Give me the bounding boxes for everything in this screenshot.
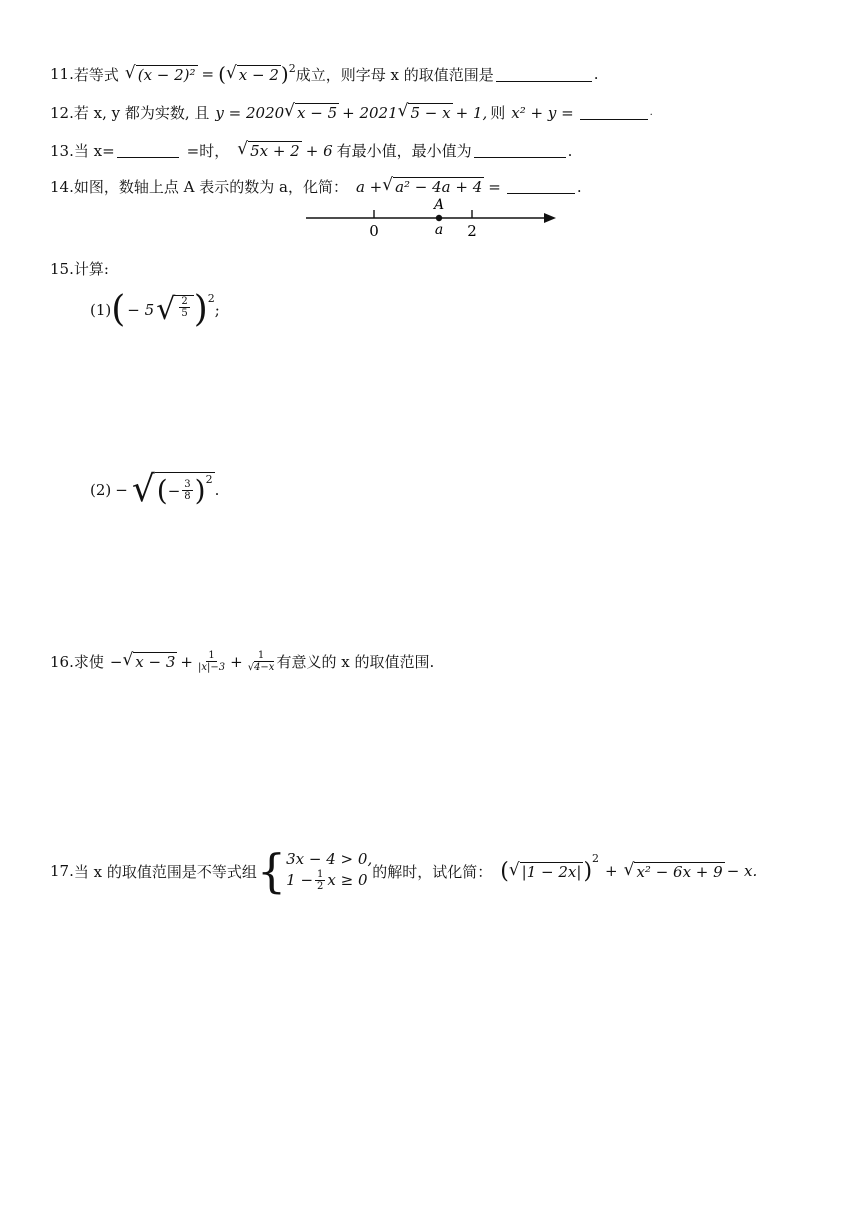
sqrt-sign: √ bbox=[623, 859, 635, 880]
sqrt-sign: √ bbox=[122, 650, 134, 670]
question-11: 11. 若等式 √ (x − 2)² = ( √ x − 2 ) $^2$ 成立，则字母 x 的取值范围是 . bbox=[50, 62, 599, 86]
q14-end: . bbox=[576, 177, 582, 196]
q12-radical-1 bbox=[284, 103, 339, 122]
q12-radical-2 bbox=[398, 103, 453, 122]
q15-text: 计算: bbox=[73, 260, 109, 278]
q16-f2-den: 4−x bbox=[254, 662, 275, 673]
q17-plus: + bbox=[605, 862, 618, 880]
q17-inequality-system bbox=[286, 850, 372, 893]
q13-min-blank[interactable] bbox=[474, 143, 566, 158]
q15-p2-den: 8 bbox=[184, 491, 191, 502]
q16-f1-den: |x|−3 bbox=[197, 662, 226, 673]
q15-p1-num: 2 bbox=[181, 296, 188, 307]
q12-target: x² + y = bbox=[511, 103, 574, 122]
q15-part-1: (1) ( − 5 √ $\frac{2}{5}$ ) $^2$ ; bbox=[90, 289, 220, 330]
q15-p2-end: . bbox=[214, 481, 220, 499]
sqrt-sign: √ bbox=[508, 859, 520, 880]
q11-right-radical bbox=[225, 62, 281, 84]
q13-end: . bbox=[567, 141, 573, 160]
number-line-figure bbox=[300, 192, 562, 242]
q16-f1-num: 1 bbox=[208, 650, 215, 661]
q13-post: 有最小值，最小值为 bbox=[336, 142, 472, 160]
q15-p2-fraction bbox=[182, 479, 192, 502]
q12-middle: 则 bbox=[490, 104, 506, 122]
q11-exponent: 2 bbox=[288, 62, 296, 75]
q13-prefix: 当 x= bbox=[73, 142, 115, 160]
q17-end: − x. bbox=[726, 862, 758, 880]
q11-equals: = bbox=[201, 65, 215, 83]
tick-2-label: 2 bbox=[467, 222, 477, 240]
q15-p2-label: (2) bbox=[90, 481, 112, 499]
q12-expr2: + 1, bbox=[455, 103, 488, 122]
tick-0-label: 0 bbox=[369, 222, 379, 240]
q16-plus1: + bbox=[180, 652, 193, 671]
q15-p2-exponent: 2 bbox=[205, 473, 213, 486]
q11-number: 11. bbox=[50, 65, 74, 83]
q15-p2-sign: − bbox=[167, 481, 181, 500]
q13-x-blank[interactable] bbox=[117, 143, 179, 158]
q14-number: 14. bbox=[50, 177, 74, 196]
q17-number: 17. bbox=[50, 862, 74, 880]
q12-end: . bbox=[649, 107, 653, 118]
sqrt-sign: √ bbox=[284, 101, 296, 121]
q17-radical-2 bbox=[623, 859, 725, 881]
q15-number: 15. bbox=[50, 259, 74, 278]
q12-expr1: y = 2020 bbox=[215, 103, 285, 122]
sqrt-sign: √ bbox=[225, 62, 237, 83]
q17-radical-1 bbox=[508, 859, 584, 881]
sqrt-sign: √ bbox=[397, 101, 409, 121]
q15-p2-radical: √ ( − $\frac{3}{8}$ ) $^2$ bbox=[131, 469, 213, 510]
sqrt-sign: √ bbox=[131, 469, 155, 510]
q15-p1-end: ; bbox=[214, 301, 220, 319]
q17-prefix: 当 x 的取值范围是不等式组 bbox=[73, 862, 257, 881]
q17-ineq-2a: 1 − bbox=[286, 871, 314, 889]
point-a-value: a bbox=[434, 222, 444, 238]
question-15 bbox=[50, 258, 109, 279]
point-a-label: A bbox=[433, 197, 445, 213]
question-12 bbox=[50, 102, 653, 123]
q17-rad2: x² − 6x + 9 bbox=[636, 862, 723, 881]
q15-p1-den: 5 bbox=[181, 308, 188, 319]
q16-number: 16. bbox=[50, 652, 74, 671]
q14-equals: = bbox=[488, 177, 501, 196]
q13-number: 13. bbox=[50, 141, 74, 160]
q16-plus2: + bbox=[230, 652, 243, 671]
q16-radical bbox=[122, 652, 177, 671]
q11-end: . bbox=[593, 65, 599, 83]
q13-rad: 5x + 2 bbox=[250, 142, 300, 160]
q13-middle: =时， bbox=[186, 142, 230, 160]
q14-rad: a² − 4a + 4 bbox=[395, 178, 483, 196]
sqrt-sign: √ bbox=[124, 62, 136, 83]
q15-p1-exponent: 2 bbox=[207, 292, 215, 305]
q16-prefix: 求使 bbox=[73, 653, 104, 671]
q16-rad: x − 3 bbox=[135, 653, 176, 671]
q15-p1-coef: − 5 bbox=[127, 301, 155, 319]
q17-ineq-2b: x ≥ 0 bbox=[327, 871, 368, 889]
q12-number: 12. bbox=[50, 103, 74, 122]
q11-left-expr: (x − 2)² bbox=[137, 65, 196, 84]
q15-p2-minus: − bbox=[115, 481, 128, 499]
q17-ineq-den: 2 bbox=[317, 881, 324, 893]
q11-prefix: 若等式 bbox=[73, 65, 119, 84]
q12-rad1: x − 5 bbox=[297, 104, 338, 122]
q16-f2-num: 1 bbox=[257, 650, 265, 661]
q15-p1-label: (1) bbox=[90, 301, 112, 319]
sqrt-sign: √ bbox=[382, 175, 394, 195]
brace-icon: { bbox=[256, 844, 287, 898]
axis-arrow-icon bbox=[544, 213, 556, 223]
q17-exponent: 2 bbox=[592, 852, 600, 865]
q11-right-expr: x − 2 bbox=[238, 65, 279, 84]
q15-p2-num: 3 bbox=[184, 479, 191, 490]
q12-rad2: 5 − x bbox=[410, 104, 451, 122]
q11-left-radical bbox=[124, 62, 198, 84]
question-16 bbox=[50, 650, 434, 673]
q17-ineq-num: 1 bbox=[317, 869, 324, 881]
point-a bbox=[436, 215, 442, 221]
q13-radical bbox=[237, 141, 302, 160]
q15-p1-fraction bbox=[179, 296, 189, 319]
q12-plus: + 2021 bbox=[342, 103, 398, 122]
question-13 bbox=[50, 140, 572, 161]
q13-plus: + 6 bbox=[305, 141, 333, 160]
q17-ineq-fraction bbox=[315, 869, 325, 892]
sqrt-sign: √ bbox=[156, 292, 176, 327]
q16-post: 有意义的 x 的取值范围. bbox=[276, 653, 435, 671]
q17-middle: 的解时，试化简： bbox=[372, 862, 493, 881]
q17-ineq-1: 3x − 4 > 0, bbox=[286, 849, 373, 868]
q11-middle-text: 成立，则字母 x 的取值范围是 bbox=[295, 65, 494, 84]
q11-answer-blank[interactable] bbox=[496, 67, 592, 82]
sqrt-sign: √ bbox=[237, 139, 249, 159]
q12-answer-blank[interactable] bbox=[580, 105, 648, 120]
q14-expr1: a + bbox=[355, 177, 383, 196]
q16-fraction-2: $\frac{1}{√4-x}$ bbox=[247, 650, 275, 673]
question-17: 17. 当 x 的取值范围是不等式组 { 3x − 4 > 0, 1 − $\frac{1}{2}$ x ≥ 0 的解时，试化简： ( √ |1 − 2x| ) $^2$ + √ x² − 6x + 9 − x. bbox=[50, 844, 758, 898]
q17-rad1: |1 − 2x| bbox=[521, 862, 582, 881]
q16-minus: − bbox=[109, 652, 123, 671]
q16-fraction-1 bbox=[198, 650, 225, 673]
q12-prefix: 若 x, y 都为实数, 且 bbox=[73, 104, 210, 122]
q15-p1-radical bbox=[156, 292, 194, 327]
q15-part-2 bbox=[90, 469, 220, 510]
q14-text: 如图，数轴上点 A 表示的数为 a，化简： bbox=[73, 178, 348, 196]
